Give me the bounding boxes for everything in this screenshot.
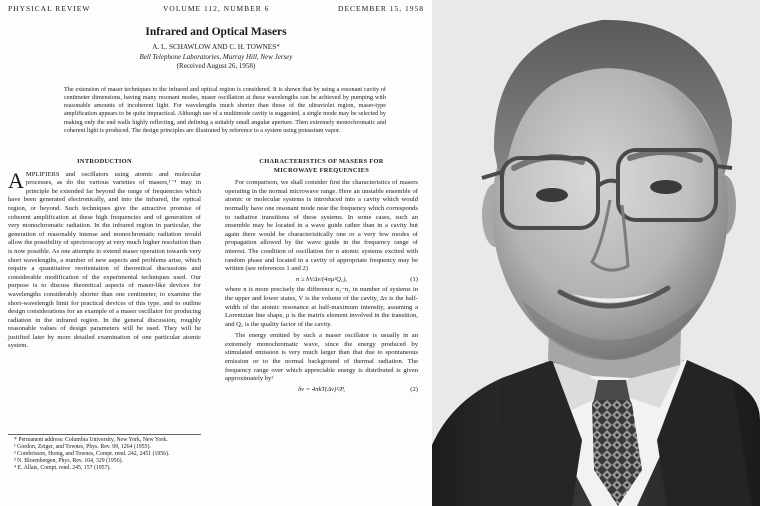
equation-1-formula: n ≥ hVΔν/(4πμ²Q꜀), <box>295 275 348 283</box>
intro-text: MPLIFIERS and oscillators using atomic and molecular processes, as do the various varieties of masers,¹⁻⁴ may in principle be extended far beyond the range of frequencies which have been generated electronically, and into the infrared, the optical region, or beyond. Such techniques give the attractive promise of coherent amplification at these high frequencies and of generation of very monochromatic radiation. In the infrared region in particular, the generation of reasonably intense and monochromatic radiation would allow the possibility of spectroscopy at very much higher resolution than is now possible. As one attempts to extend maser operation towards very short wavelengths, a number of new aspects and problems arise, which require a quantitative reorientation of theoretical discussions and considerable modification of the experimental techniques used. Our purpose is to discuss theoretical aspects of maser-like devices for wavelengths considerably shorter than one centimeter, to examine the short-wavelength limit for practical devices of this type, and to outline design considerations for an example of a maser oscillator for producing radiation in the infrared region. In the general discussion, roughly reasonable values of design parameters will be used. They will be justified later by more detailed examination of one particular atomic system. <box>8 170 201 350</box>
equation-2 <box>225 386 418 395</box>
equation-2-formula: δν = 4πkT(Δν)²/P, <box>298 385 345 393</box>
portrait-photo <box>432 0 760 506</box>
eye-right <box>650 180 682 194</box>
equation-1 <box>225 276 418 285</box>
equation-1-number: (1) <box>410 275 418 283</box>
equation-2-number: (2) <box>410 385 418 393</box>
intro-paragraph <box>8 167 201 351</box>
footnote: ¹ Gordon, Zeiger, and Townes, Phys. Rev. 99, 1264 (1955). <box>14 444 151 450</box>
eye-left <box>536 188 568 202</box>
paper-authors: A. L. SCHAWLOW AND C. H. TOWNES* <box>152 43 280 51</box>
section-heading-line2: MICROWAVE FREQUENCIES <box>273 166 370 174</box>
section-heading-line1: CHARACTERISTICS OF MASERS FOR <box>259 158 384 165</box>
footnote: ³ N. Bloembergen, Phys. Rev. 104, 329 (1956). <box>14 458 123 464</box>
body-paragraph: For comparison, we shall consider first the characteristics of masers operating in the normal microwave range. Here an unstable ensemble of atomic or molecular systems is introduced into a cavity which would normally have one resonant mode near the frequency which corresponds to radiative transitions of these systems. In some cases, such an ensemble may be located in a wave guide rather than in a cavity but again there would be characteristically one or a very few modes of propagation allowed by the wave guide in the frequency range of interest. The condition of oscillation for n atomic systems excited with random phase and located in a cavity of appropriate frequency may be written (see references 1 and 2) <box>225 179 418 273</box>
body-paragraph: where n is more precisely the difference n₁−n₂ in number of systems in the upper and lower states, V is the volume of the cavity, Δν is the half-width of the atomic resonance at half-maximum intensity, assuming a Lorentzian line shape, μ is the matrix element involved in the transition, and Q꜀ is the quality factor of the cavity. <box>225 286 418 328</box>
footnote: ² Combrisson, Honig, and Townes, Compt. rend. 242, 2451 (1956). <box>14 451 170 457</box>
footnotes <box>8 434 201 472</box>
drop-cap: A <box>8 167 24 193</box>
journal-name: PHYSICAL REVIEW <box>8 4 91 13</box>
paper-received-date: (Received August 26, 1958) <box>176 62 256 70</box>
left-column <box>8 158 201 351</box>
paper-abstract: The extension of maser techniques to the infrared and optical region is considered. It is shown that by using a resonant cavity of centimeter dimensions, having many resonant modes, maser oscillation at these wavelengths can be achieved by pumping with reasonable amounts of incoherent light. For wavelengths much shorter than those of the ultraviolet region, maser-type amplification appears to be quite impractical. Although use of a multimode cavity is suggested, a single mode may be selected by making only the end walls highly reflecting, and defining a suitably small angular aperture. Then extremely monochromatic and coherent light is produced. The design principles are illustrated by reference to a system using potassium vapor. <box>64 86 386 134</box>
body-paragraph: The energy emitted by such a maser oscillator is usually in an extremely monochromatic wave, since the energy produced by stimulated emission is very much larger than that due to spontaneous emission or to the normal background of thermal radiation. The frequency range over which appreciable energy is distributed is given approximately by² <box>225 332 418 383</box>
paper-title: Infrared and Optical Masers <box>145 26 287 38</box>
right-column <box>225 158 418 396</box>
footnote: * Permanent address: Columbia University, New York, New York. <box>14 437 168 443</box>
tie-knot <box>594 380 630 400</box>
paper-affiliation: Bell Telephone Laboratories, Murray Hill, New Jersey <box>139 53 293 61</box>
portrait-illustration <box>432 0 760 506</box>
intro-heading: INTRODUCTION <box>77 158 132 165</box>
journal-header <box>8 4 424 16</box>
journal-date: DECEMBER 15, 1958 <box>338 4 424 13</box>
journal-volume: VOLUME 112, NUMBER 6 <box>163 4 270 13</box>
footnote: ⁴ E. Allais, Compt. rend. 245, 157 (1957). <box>14 465 111 471</box>
